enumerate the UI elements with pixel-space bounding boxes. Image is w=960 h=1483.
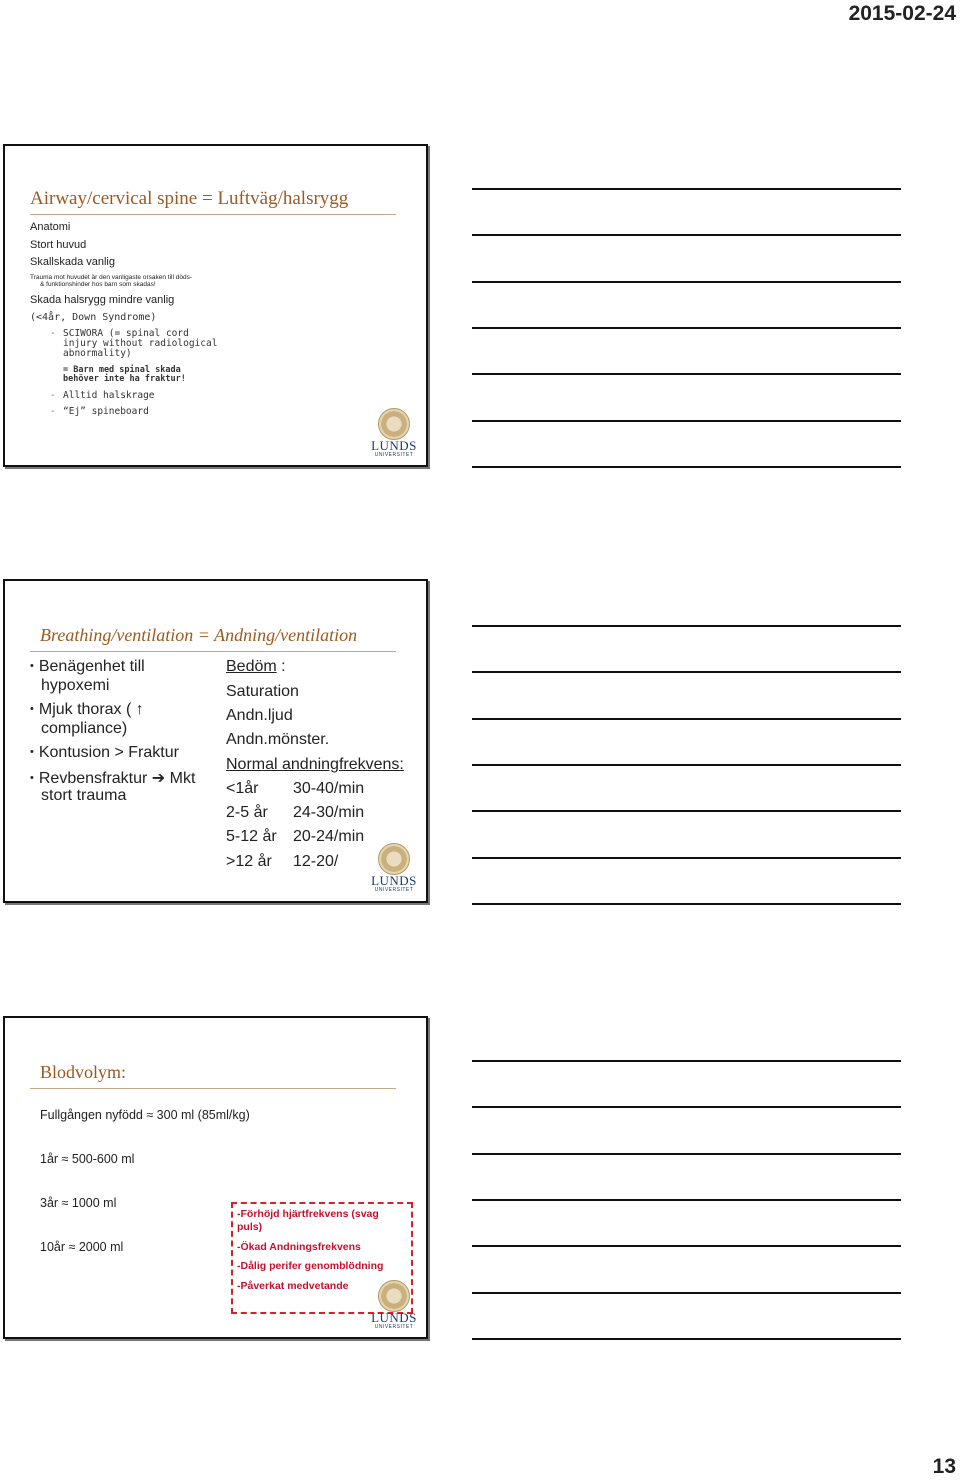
- title-rule: [30, 651, 396, 652]
- bedom-heading: Bedöm :: [226, 658, 286, 675]
- slide-airway: [3, 144, 428, 467]
- lunds-logo: [371, 1280, 417, 1332]
- text-stort-huvud: Stort huvud: [30, 239, 87, 251]
- text-andn-ljud: Andn.ljud: [226, 707, 293, 724]
- blodvolym-row: 3år ≈ 1000 ml: [40, 1196, 117, 1210]
- text-spineboard: “Ej” spineboard: [63, 406, 149, 417]
- bullet-benagenhet: • Benägenhet till: [30, 658, 145, 675]
- rate-value: 12-20/: [293, 853, 339, 870]
- warning-item: puls): [237, 1221, 263, 1233]
- lunds-logo: [371, 408, 417, 460]
- bullet-kontusion: • Kontusion > Fraktur: [30, 744, 179, 761]
- slide-blodvolym: [3, 1016, 428, 1339]
- rate-age: 2-5 år: [226, 804, 268, 821]
- title-rule: [30, 1088, 396, 1089]
- logo-sub: UNIVERSITET: [374, 452, 414, 458]
- text-andn-monster: Andn.mönster.: [226, 731, 330, 748]
- slide-title: Blodvolym:: [40, 1062, 127, 1082]
- logo-name: LUNDS: [371, 438, 417, 453]
- slide-title: Breathing/ventilation = Andning/ventilation: [40, 625, 358, 645]
- normal-heading: Normal andningfrekvens:: [226, 756, 404, 773]
- slide-breathing: [3, 579, 428, 903]
- warning-item: -Dålig perifer genomblödning: [237, 1260, 384, 1272]
- text-age-note: (<4år, Down Syndrome): [30, 312, 157, 323]
- page-number: 13: [932, 1455, 956, 1478]
- warning-item: -Påverkat medvetande: [237, 1280, 349, 1292]
- text-barn-1: = Barn med spinal skada: [63, 365, 181, 375]
- seal-icon: [378, 408, 410, 440]
- rate-value: 20-24/min: [293, 828, 365, 845]
- rate-age: 5-12 år: [226, 828, 277, 845]
- slide-title: Airway/cervical spine = Luftväg/halsrygg: [30, 188, 349, 209]
- blodvolym-row: 10år ≈ 2000 ml: [40, 1240, 124, 1254]
- lunds-logo: [371, 843, 417, 895]
- bullet-revbensfraktur: • Revbensfraktur ➔ Mkt: [30, 770, 196, 787]
- title-rule: [30, 214, 396, 215]
- dash-1: -: [50, 328, 56, 339]
- text-saturation: Saturation: [226, 683, 299, 700]
- text-sciwora-1: SCIWORA (= spinal cord: [63, 328, 189, 339]
- logo-name: LUNDS: [371, 873, 417, 888]
- trauma-note-2: & funktionshinder hos barn som skadas!: [40, 281, 156, 288]
- rate-value: 30-40/min: [293, 780, 365, 797]
- seal-icon: [378, 843, 410, 875]
- bullet-hypoxemi: hypoxemi: [41, 677, 110, 694]
- rate-value: 24-30/min: [293, 804, 365, 821]
- bullet-stort-trauma: stort trauma: [41, 787, 127, 804]
- logo-name: LUNDS: [371, 1310, 417, 1325]
- text-anatomi: Anatomi: [30, 221, 71, 233]
- text-barn-2: behöver inte ha fraktur!: [63, 374, 186, 384]
- blodvolym-row: Fullgången nyfödd ≈ 300 ml (85ml/kg): [40, 1108, 250, 1122]
- trauma-note: Trauma mot huvudet är den vanligaste orsaken till döds-: [30, 274, 192, 281]
- rate-age: >12 år: [226, 853, 272, 870]
- blodvolym-row: 1år ≈ 500-600 ml: [40, 1152, 135, 1166]
- dash-2: -: [50, 390, 56, 401]
- logo-sub: UNIVERSITET: [374, 1324, 414, 1330]
- rate-age: <1år: [226, 780, 259, 797]
- text-halsrygg: Skada halsrygg mindre vanlig: [30, 294, 175, 306]
- text-skallskada: Skallskada vanlig: [30, 256, 115, 268]
- warning-item: -Förhöjd hjärtfrekvens (svag: [237, 1208, 379, 1220]
- bullet-mjuk-thorax: • Mjuk thorax ( ↑: [30, 701, 144, 718]
- warning-item: -Ökad Andningsfrekvens: [237, 1241, 361, 1253]
- logo-sub: UNIVERSITET: [374, 887, 414, 893]
- bullet-compliance: compliance): [41, 720, 128, 737]
- text-sciwora-2: injury without radiological: [63, 338, 218, 349]
- page-date: 2015-02-24: [848, 2, 956, 25]
- text-sciwora-3: abnormality): [63, 348, 132, 359]
- dash-3: -: [50, 406, 56, 417]
- text-halskrage: Alltid halskrage: [63, 390, 155, 401]
- seal-icon: [378, 1280, 410, 1312]
